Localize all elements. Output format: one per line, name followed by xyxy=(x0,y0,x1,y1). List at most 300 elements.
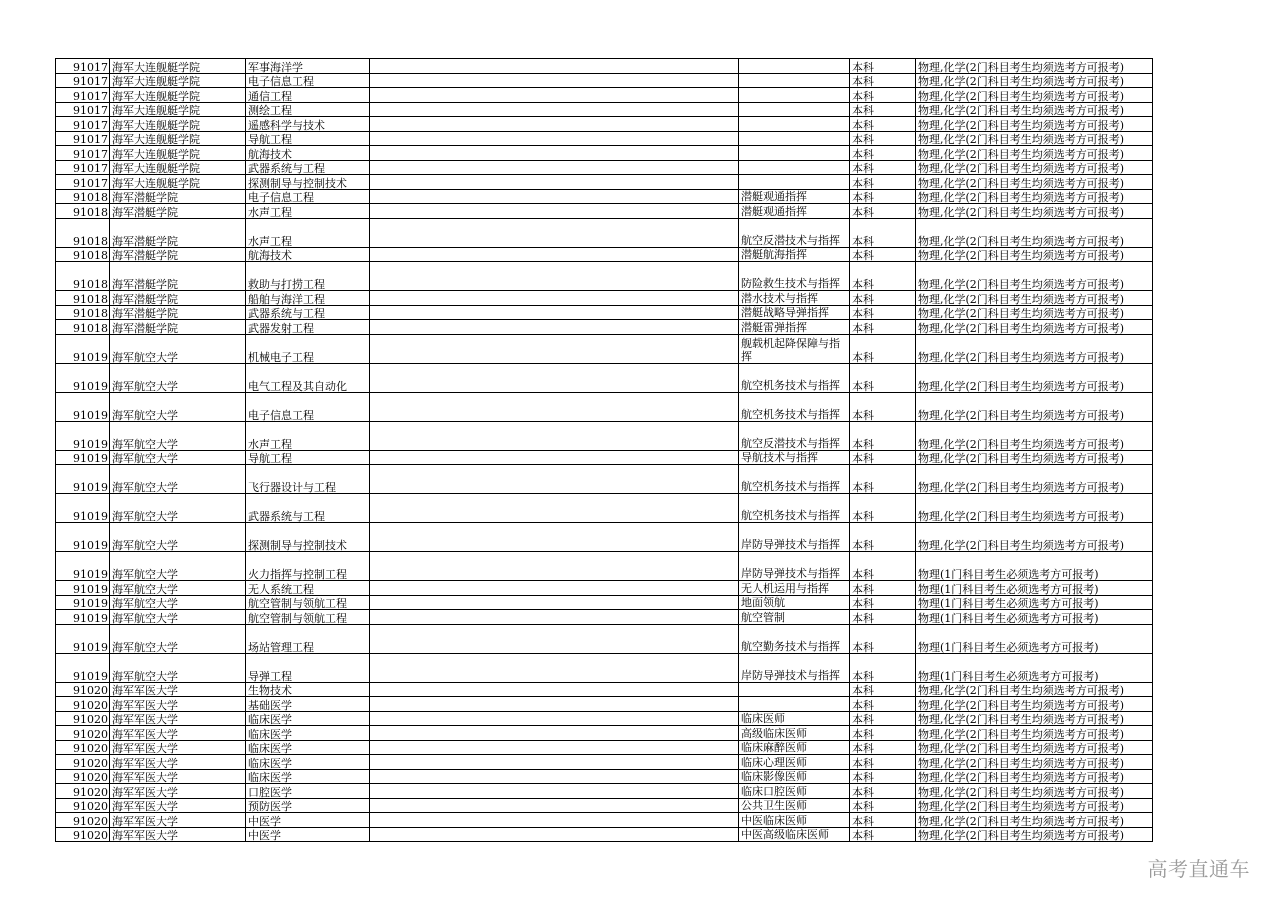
level-cell: 本科 xyxy=(850,523,916,552)
table-row xyxy=(56,682,1153,697)
school-name-cell: 海军航空大学 xyxy=(110,653,246,682)
school-name-cell: 海军航空大学 xyxy=(110,624,246,653)
subject-requirement-cell: 物理,化学(2门科目考生均须选考方可报考) xyxy=(916,697,1153,712)
school-name-cell: 海军航空大学 xyxy=(110,523,246,552)
level-cell: 本科 xyxy=(850,595,916,610)
level-cell: 本科 xyxy=(850,59,916,74)
direction-cell: 航空反潜技术与指挥 xyxy=(739,421,850,450)
subject-requirement-cell: 物理,化学(2门科目考生均须选考方可报考) xyxy=(916,320,1153,335)
remark-cell xyxy=(370,784,739,799)
remark-cell xyxy=(370,624,739,653)
major-cell: 飞行器设计与工程 xyxy=(246,465,370,494)
level-cell: 本科 xyxy=(850,653,916,682)
major-cell: 临床医学 xyxy=(246,755,370,770)
school-name-cell: 海军军医大学 xyxy=(110,798,246,813)
school-name-cell: 海军航空大学 xyxy=(110,421,246,450)
subject-requirement-cell: 物理,化学(2门科目考生均须选考方可报考) xyxy=(916,755,1153,770)
subject-requirement-cell: 物理,化学(2门科目考生均须选考方可报考) xyxy=(916,494,1153,523)
subject-requirement-cell: 物理(1门科目考生必须选考方可报考) xyxy=(916,653,1153,682)
remark-cell xyxy=(370,740,739,755)
major-cell: 水声工程 xyxy=(246,218,370,247)
level-cell: 本科 xyxy=(850,102,916,117)
level-cell: 本科 xyxy=(850,392,916,421)
direction-cell: 无人机运用与指挥 xyxy=(739,581,850,596)
school-code-cell: 91020 xyxy=(56,784,110,799)
school-code-cell: 91020 xyxy=(56,711,110,726)
remark-cell xyxy=(370,247,739,262)
remark-cell xyxy=(370,769,739,784)
major-cell: 航空管制与领航工程 xyxy=(246,595,370,610)
school-code-cell: 91018 xyxy=(56,218,110,247)
subject-requirement-cell: 物理,化学(2门科目考生均须选考方可报考) xyxy=(916,798,1153,813)
level-cell: 本科 xyxy=(850,784,916,799)
table-row xyxy=(56,392,1153,421)
direction-cell: 高级临床医师 xyxy=(739,726,850,741)
level-cell: 本科 xyxy=(850,421,916,450)
direction-cell: 潜艇雷弹指挥 xyxy=(739,320,850,335)
major-cell: 测绘工程 xyxy=(246,102,370,117)
direction-cell: 航空机务技术与指挥 xyxy=(739,465,850,494)
school-name-cell: 海军航空大学 xyxy=(110,595,246,610)
remark-cell xyxy=(370,697,739,712)
school-code-cell: 91017 xyxy=(56,117,110,132)
table-row xyxy=(56,320,1153,335)
subject-requirement-cell: 物理,化学(2门科目考生均须选考方可报考) xyxy=(916,334,1153,363)
level-cell: 本科 xyxy=(850,624,916,653)
direction-cell xyxy=(739,175,850,190)
school-code-cell: 91017 xyxy=(56,88,110,103)
major-cell: 通信工程 xyxy=(246,88,370,103)
subject-requirement-cell: 物理,化学(2门科目考生均须选考方可报考) xyxy=(916,131,1153,146)
remark-cell xyxy=(370,262,739,291)
level-cell: 本科 xyxy=(850,827,916,842)
direction-cell: 潜艇观通指挥 xyxy=(739,204,850,219)
school-code-cell: 91017 xyxy=(56,175,110,190)
school-name-cell: 海军军医大学 xyxy=(110,682,246,697)
table-body xyxy=(56,59,1153,842)
level-cell: 本科 xyxy=(850,363,916,392)
table-row xyxy=(56,755,1153,770)
direction-cell: 潜艇战略导弹指挥 xyxy=(739,305,850,320)
subject-requirement-cell: 物理,化学(2门科目考生均须选考方可报考) xyxy=(916,682,1153,697)
school-code-cell: 91019 xyxy=(56,334,110,363)
level-cell: 本科 xyxy=(850,610,916,625)
subject-requirement-cell: 物理,化学(2门科目考生均须选考方可报考) xyxy=(916,117,1153,132)
school-code-cell: 91017 xyxy=(56,59,110,74)
remark-cell xyxy=(370,682,739,697)
major-cell: 无人系统工程 xyxy=(246,581,370,596)
level-cell: 本科 xyxy=(850,146,916,161)
school-name-cell: 海军航空大学 xyxy=(110,581,246,596)
table-row xyxy=(56,363,1153,392)
remark-cell xyxy=(370,88,739,103)
direction-cell: 航空机务技术与指挥 xyxy=(739,392,850,421)
school-code-cell: 91017 xyxy=(56,160,110,175)
remark-cell xyxy=(370,392,739,421)
subject-requirement-cell: 物理,化学(2门科目考生均须选考方可报考) xyxy=(916,450,1153,465)
watermark-text: 高考直通车 xyxy=(1147,857,1250,881)
major-cell: 场站管理工程 xyxy=(246,624,370,653)
level-cell: 本科 xyxy=(850,73,916,88)
school-code-cell: 91018 xyxy=(56,189,110,204)
subject-requirement-cell: 物理(1门科目考生必须选考方可报考) xyxy=(916,552,1153,581)
school-name-cell: 海军军医大学 xyxy=(110,755,246,770)
table-row xyxy=(56,73,1153,88)
school-code-cell: 91020 xyxy=(56,798,110,813)
school-name-cell: 海军航空大学 xyxy=(110,392,246,421)
direction-cell: 临床医师 xyxy=(739,711,850,726)
table-row xyxy=(56,218,1153,247)
school-code-cell: 91020 xyxy=(56,755,110,770)
major-cell: 军事海洋学 xyxy=(246,59,370,74)
school-name-cell: 海军大连舰艇学院 xyxy=(110,102,246,117)
school-code-cell: 91019 xyxy=(56,523,110,552)
subject-requirement-cell: 物理,化学(2门科目考生均须选考方可报考) xyxy=(916,421,1153,450)
major-cell: 中医学 xyxy=(246,827,370,842)
remark-cell xyxy=(370,450,739,465)
remark-cell xyxy=(370,59,739,74)
major-cell: 航海技术 xyxy=(246,247,370,262)
school-name-cell: 海军航空大学 xyxy=(110,465,246,494)
direction-cell: 临床影像医师 xyxy=(739,769,850,784)
major-cell: 武器发射工程 xyxy=(246,320,370,335)
level-cell: 本科 xyxy=(850,581,916,596)
school-code-cell: 91017 xyxy=(56,102,110,117)
school-name-cell: 海军大连舰艇学院 xyxy=(110,59,246,74)
table-row xyxy=(56,465,1153,494)
direction-cell: 舰载机起降保障与指挥 xyxy=(739,334,850,363)
table-row xyxy=(56,204,1153,219)
direction-cell: 临床心理医师 xyxy=(739,755,850,770)
table-row xyxy=(56,610,1153,625)
table-row xyxy=(56,88,1153,103)
table-row xyxy=(56,726,1153,741)
table-row xyxy=(56,117,1153,132)
level-cell: 本科 xyxy=(850,291,916,306)
direction-cell xyxy=(739,697,850,712)
subject-requirement-cell: 物理,化学(2门科目考生均须选考方可报考) xyxy=(916,827,1153,842)
school-name-cell: 海军军医大学 xyxy=(110,813,246,828)
table-row xyxy=(56,262,1153,291)
level-cell: 本科 xyxy=(850,305,916,320)
school-name-cell: 海军航空大学 xyxy=(110,363,246,392)
table-row xyxy=(56,450,1153,465)
major-cell: 航空管制与领航工程 xyxy=(246,610,370,625)
major-cell: 遥感科学与技术 xyxy=(246,117,370,132)
major-cell: 生物技术 xyxy=(246,682,370,697)
major-cell: 电子信息工程 xyxy=(246,392,370,421)
level-cell: 本科 xyxy=(850,189,916,204)
level-cell: 本科 xyxy=(850,740,916,755)
remark-cell xyxy=(370,465,739,494)
remark-cell xyxy=(370,827,739,842)
table-row xyxy=(56,784,1153,799)
subject-requirement-cell: 物理,化学(2门科目考生均须选考方可报考) xyxy=(916,711,1153,726)
remark-cell xyxy=(370,218,739,247)
major-cell: 临床医学 xyxy=(246,769,370,784)
major-cell: 探测制导与控制技术 xyxy=(246,523,370,552)
major-cell: 探测制导与控制技术 xyxy=(246,175,370,190)
direction-cell: 航空机务技术与指挥 xyxy=(739,494,850,523)
table-row xyxy=(56,160,1153,175)
school-code-cell: 91019 xyxy=(56,610,110,625)
remark-cell xyxy=(370,523,739,552)
table-row xyxy=(56,697,1153,712)
direction-cell: 中医高级临床医师 xyxy=(739,827,850,842)
table-row xyxy=(56,552,1153,581)
subject-requirement-cell: 物理,化学(2门科目考生均须选考方可报考) xyxy=(916,160,1153,175)
subject-requirement-cell: 物理,化学(2门科目考生均须选考方可报考) xyxy=(916,523,1153,552)
direction-cell: 地面领航 xyxy=(739,595,850,610)
school-name-cell: 海军大连舰艇学院 xyxy=(110,160,246,175)
subject-requirement-cell: 物理(1门科目考生必须选考方可报考) xyxy=(916,610,1153,625)
school-name-cell: 海军军医大学 xyxy=(110,784,246,799)
level-cell: 本科 xyxy=(850,465,916,494)
remark-cell xyxy=(370,117,739,132)
table-row xyxy=(56,102,1153,117)
remark-cell xyxy=(370,711,739,726)
school-code-cell: 91017 xyxy=(56,146,110,161)
remark-cell xyxy=(370,726,739,741)
level-cell: 本科 xyxy=(850,552,916,581)
remark-cell xyxy=(370,813,739,828)
school-name-cell: 海军潜艇学院 xyxy=(110,305,246,320)
major-cell: 临床医学 xyxy=(246,740,370,755)
level-cell: 本科 xyxy=(850,494,916,523)
remark-cell xyxy=(370,610,739,625)
level-cell: 本科 xyxy=(850,450,916,465)
table-row xyxy=(56,798,1153,813)
major-cell: 临床医学 xyxy=(246,726,370,741)
school-code-cell: 91019 xyxy=(56,450,110,465)
direction-cell: 潜艇观通指挥 xyxy=(739,189,850,204)
subject-requirement-cell: 物理,化学(2门科目考生均须选考方可报考) xyxy=(916,218,1153,247)
level-cell: 本科 xyxy=(850,117,916,132)
direction-cell: 航空管制 xyxy=(739,610,850,625)
major-cell: 导弹工程 xyxy=(246,653,370,682)
school-code-cell: 91017 xyxy=(56,131,110,146)
remark-cell xyxy=(370,102,739,117)
table-row xyxy=(56,769,1153,784)
remark-cell xyxy=(370,320,739,335)
direction-cell: 公共卫生医师 xyxy=(739,798,850,813)
table-row xyxy=(56,421,1153,450)
school-code-cell: 91017 xyxy=(56,73,110,88)
school-code-cell: 91020 xyxy=(56,740,110,755)
level-cell: 本科 xyxy=(850,262,916,291)
subject-requirement-cell: 物理,化学(2门科目考生均须选考方可报考) xyxy=(916,392,1153,421)
remark-cell xyxy=(370,204,739,219)
remark-cell xyxy=(370,363,739,392)
school-code-cell: 91019 xyxy=(56,595,110,610)
direction-cell: 航空机务技术与指挥 xyxy=(739,363,850,392)
table-row xyxy=(56,189,1153,204)
remark-cell xyxy=(370,552,739,581)
remark-cell xyxy=(370,595,739,610)
level-cell: 本科 xyxy=(850,334,916,363)
school-name-cell: 海军大连舰艇学院 xyxy=(110,73,246,88)
major-cell: 救助与打捞工程 xyxy=(246,262,370,291)
school-code-cell: 91019 xyxy=(56,494,110,523)
level-cell: 本科 xyxy=(850,204,916,219)
school-name-cell: 海军航空大学 xyxy=(110,334,246,363)
school-name-cell: 海军潜艇学院 xyxy=(110,218,246,247)
subject-requirement-cell: 物理,化学(2门科目考生均须选考方可报考) xyxy=(916,189,1153,204)
school-name-cell: 海军军医大学 xyxy=(110,697,246,712)
major-cell: 武器系统与工程 xyxy=(246,160,370,175)
remark-cell xyxy=(370,653,739,682)
direction-cell: 岸防导弹技术与指挥 xyxy=(739,523,850,552)
major-cell: 水声工程 xyxy=(246,204,370,219)
direction-cell xyxy=(739,73,850,88)
direction-cell xyxy=(739,146,850,161)
remark-cell xyxy=(370,755,739,770)
direction-cell xyxy=(739,131,850,146)
table-row xyxy=(56,624,1153,653)
school-name-cell: 海军军医大学 xyxy=(110,711,246,726)
direction-cell xyxy=(739,102,850,117)
school-code-cell: 91019 xyxy=(56,392,110,421)
level-cell: 本科 xyxy=(850,755,916,770)
level-cell: 本科 xyxy=(850,88,916,103)
direction-cell: 航空勤务技术与指挥 xyxy=(739,624,850,653)
remark-cell xyxy=(370,581,739,596)
major-cell: 导航工程 xyxy=(246,450,370,465)
table-row xyxy=(56,305,1153,320)
school-code-cell: 91020 xyxy=(56,697,110,712)
subject-requirement-cell: 物理,化学(2门科目考生均须选考方可报考) xyxy=(916,813,1153,828)
school-code-cell: 91018 xyxy=(56,247,110,262)
major-cell: 火力指挥与控制工程 xyxy=(246,552,370,581)
table-row xyxy=(56,146,1153,161)
level-cell: 本科 xyxy=(850,160,916,175)
school-name-cell: 海军潜艇学院 xyxy=(110,189,246,204)
direction-cell xyxy=(739,59,850,74)
subject-requirement-cell: 物理,化学(2门科目考生均须选考方可报考) xyxy=(916,784,1153,799)
major-cell: 口腔医学 xyxy=(246,784,370,799)
school-name-cell: 海军航空大学 xyxy=(110,450,246,465)
major-cell: 船舶与海洋工程 xyxy=(246,291,370,306)
remark-cell xyxy=(370,160,739,175)
school-name-cell: 海军航空大学 xyxy=(110,494,246,523)
school-name-cell: 海军潜艇学院 xyxy=(110,247,246,262)
remark-cell xyxy=(370,798,739,813)
subject-requirement-cell: 物理,化学(2门科目考生均须选考方可报考) xyxy=(916,204,1153,219)
school-code-cell: 91019 xyxy=(56,363,110,392)
school-name-cell: 海军航空大学 xyxy=(110,610,246,625)
subject-requirement-cell: 物理,化学(2门科目考生均须选考方可报考) xyxy=(916,769,1153,784)
level-cell: 本科 xyxy=(850,682,916,697)
remark-cell xyxy=(370,189,739,204)
table-row xyxy=(56,494,1153,523)
subject-requirement-cell: 物理,化学(2门科目考生均须选考方可报考) xyxy=(916,740,1153,755)
direction-cell: 临床麻醉医师 xyxy=(739,740,850,755)
subject-requirement-cell: 物理(1门科目考生必须选考方可报考) xyxy=(916,581,1153,596)
major-cell: 机械电子工程 xyxy=(246,334,370,363)
level-cell: 本科 xyxy=(850,218,916,247)
direction-cell xyxy=(739,682,850,697)
table-row xyxy=(56,827,1153,842)
level-cell: 本科 xyxy=(850,726,916,741)
table-row xyxy=(56,247,1153,262)
subject-requirement-cell: 物理,化学(2门科目考生均须选考方可报考) xyxy=(916,363,1153,392)
school-name-cell: 海军军医大学 xyxy=(110,740,246,755)
table-row xyxy=(56,131,1153,146)
direction-cell xyxy=(739,160,850,175)
level-cell: 本科 xyxy=(850,769,916,784)
school-name-cell: 海军大连舰艇学院 xyxy=(110,146,246,161)
school-code-cell: 91019 xyxy=(56,421,110,450)
subject-requirement-cell: 物理(1门科目考生必须选考方可报考) xyxy=(916,595,1153,610)
direction-cell xyxy=(739,117,850,132)
school-name-cell: 海军大连舰艇学院 xyxy=(110,131,246,146)
level-cell: 本科 xyxy=(850,320,916,335)
school-code-cell: 91020 xyxy=(56,827,110,842)
school-name-cell: 海军潜艇学院 xyxy=(110,262,246,291)
direction-cell: 航空反潜技术与指挥 xyxy=(739,218,850,247)
school-name-cell: 海军军医大学 xyxy=(110,726,246,741)
table-row xyxy=(56,59,1153,74)
school-name-cell: 海军潜艇学院 xyxy=(110,320,246,335)
subject-requirement-cell: 物理(1门科目考生必须选考方可报考) xyxy=(916,624,1153,653)
major-cell: 导航工程 xyxy=(246,131,370,146)
table-row xyxy=(56,334,1153,363)
direction-cell: 中医临床医师 xyxy=(739,813,850,828)
school-code-cell: 91020 xyxy=(56,769,110,784)
subject-requirement-cell: 物理,化学(2门科目考生均须选考方可报考) xyxy=(916,247,1153,262)
table-row xyxy=(56,595,1153,610)
subject-requirement-cell: 物理,化学(2门科目考生均须选考方可报考) xyxy=(916,175,1153,190)
school-name-cell: 海军军医大学 xyxy=(110,827,246,842)
school-code-cell: 91020 xyxy=(56,813,110,828)
remark-cell xyxy=(370,494,739,523)
direction-cell: 岸防导弹技术与指挥 xyxy=(739,552,850,581)
subject-requirement-cell: 物理,化学(2门科目考生均须选考方可报考) xyxy=(916,59,1153,74)
direction-cell: 导航技术与指挥 xyxy=(739,450,850,465)
direction-cell: 临床口腔医师 xyxy=(739,784,850,799)
remark-cell xyxy=(370,305,739,320)
level-cell: 本科 xyxy=(850,798,916,813)
direction-cell: 潜水技术与指挥 xyxy=(739,291,850,306)
subject-requirement-cell: 物理,化学(2门科目考生均须选考方可报考) xyxy=(916,465,1153,494)
table-row xyxy=(56,711,1153,726)
school-name-cell: 海军潜艇学院 xyxy=(110,291,246,306)
school-name-cell: 海军大连舰艇学院 xyxy=(110,175,246,190)
level-cell: 本科 xyxy=(850,175,916,190)
school-code-cell: 91018 xyxy=(56,262,110,291)
subject-requirement-cell: 物理,化学(2门科目考生均须选考方可报考) xyxy=(916,262,1153,291)
school-code-cell: 91018 xyxy=(56,291,110,306)
school-name-cell: 海军潜艇学院 xyxy=(110,204,246,219)
school-code-cell: 91020 xyxy=(56,682,110,697)
subject-requirement-cell: 物理,化学(2门科目考生均须选考方可报考) xyxy=(916,102,1153,117)
major-cell: 武器系统与工程 xyxy=(246,494,370,523)
subject-requirement-cell: 物理,化学(2门科目考生均须选考方可报考) xyxy=(916,305,1153,320)
direction-cell: 潜艇航海指挥 xyxy=(739,247,850,262)
school-name-cell: 海军大连舰艇学院 xyxy=(110,88,246,103)
table-row xyxy=(56,813,1153,828)
school-code-cell: 91018 xyxy=(56,204,110,219)
major-cell: 电子信息工程 xyxy=(246,73,370,88)
direction-cell: 岸防导弹技术与指挥 xyxy=(739,653,850,682)
direction-cell: 防险救生技术与指挥 xyxy=(739,262,850,291)
school-code-cell: 91018 xyxy=(56,305,110,320)
school-name-cell: 海军大连舰艇学院 xyxy=(110,117,246,132)
table-row xyxy=(56,175,1153,190)
major-cell: 中医学 xyxy=(246,813,370,828)
remark-cell xyxy=(370,146,739,161)
remark-cell xyxy=(370,421,739,450)
